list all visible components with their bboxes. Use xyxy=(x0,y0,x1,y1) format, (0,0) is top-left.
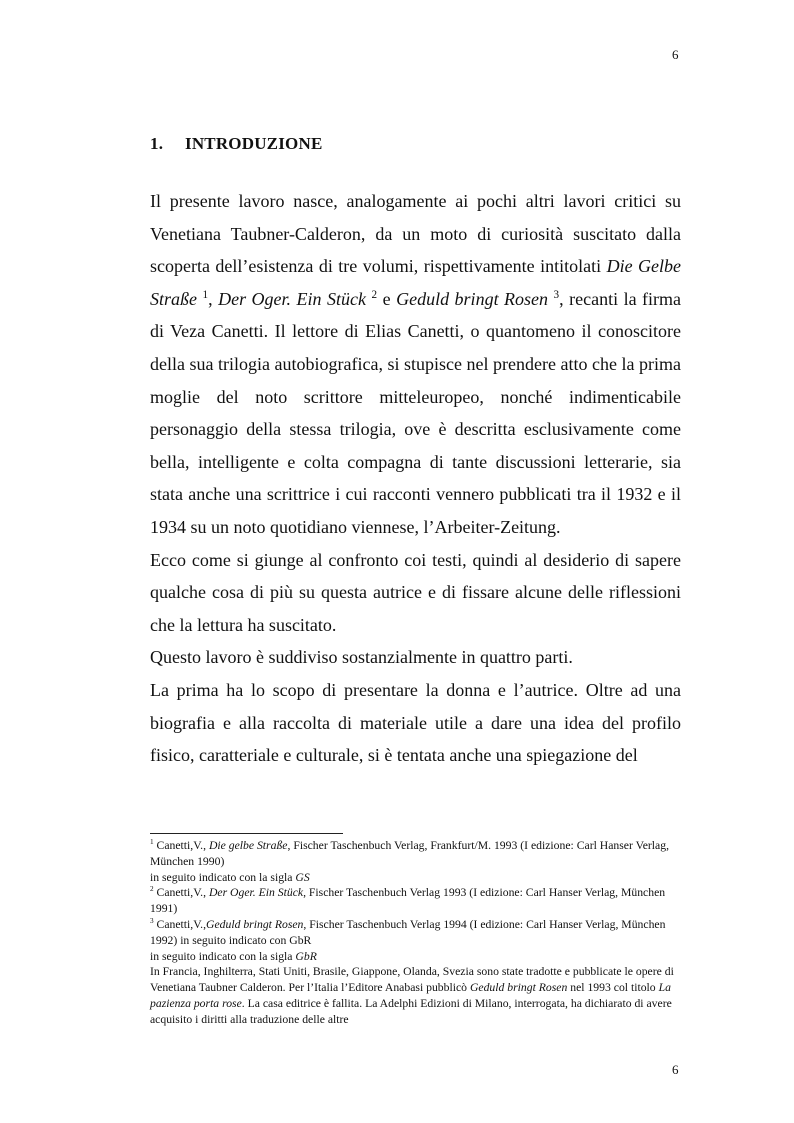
book-title: Der Oger. Ein Stück xyxy=(208,886,304,900)
text-run: In Francia, Inghilterra, Stati Uniti, Brasile, Giappone, Olanda, Svezia sono state tradotte e pubblicate le opere di Venetiana Taubner Calderon. Per l’Italia l’Editore Anabasi pubblicò xyxy=(150,965,674,995)
footnote-2 xyxy=(150,885,685,917)
book-title: Geduld bringt Rosen xyxy=(469,981,568,995)
text-run: e xyxy=(377,288,397,309)
footnote-ref[interactable]: 3 xyxy=(553,288,560,301)
text-run: , Fischer Taschenbuch Verlag, Frankfurt/M. 1993 (I edizione: Carl Hanser Verlag, München 1990) xyxy=(150,839,670,868)
section-title: INTRODUZIONE xyxy=(185,134,323,153)
paragraph-4: La prima ha lo scopo di presentare la donna e l’autrice. Oltre ad una biografia e alla raccolta di materiale utile a dare una idea del profilo fisico, caratteriale e culturale, si è tentata anche una spiegazione del xyxy=(150,679,681,766)
text-run: , xyxy=(208,288,219,309)
footnote-3 xyxy=(150,917,685,1028)
text-run: Canetti,V., xyxy=(153,917,207,931)
paragraph-3: Questo lavoro è suddiviso sostanzialmente in quattro parti. xyxy=(150,647,573,668)
footnote-marker: 3 xyxy=(150,917,154,926)
footnote-ref[interactable]: 1 xyxy=(202,288,209,301)
sigla: GbR xyxy=(295,949,317,963)
text-run: Canetti,V., xyxy=(153,839,209,852)
footnote-ref[interactable]: 2 xyxy=(371,288,378,301)
sigla: GS xyxy=(295,870,310,884)
section-heading xyxy=(150,134,322,154)
body-text xyxy=(150,185,681,772)
book-title: La pazienza porta rose xyxy=(150,981,671,1010)
book-title: Die gelbe Straße xyxy=(208,839,288,852)
text-run: , Fischer Taschenbuch Verlag 1993 (I edizione: Carl Hanser Verlag, München 1991) xyxy=(150,886,666,916)
text-run: in seguito indicato con la sigla xyxy=(150,949,296,963)
text-run: , Fischer Taschenbuch Verlag 1994 (I edizione: Carl Hanser Verlag, München 1992) in seguito indicato con GbR xyxy=(150,917,666,947)
paragraph-2: Ecco come si giunge al confronto coi testi, quindi al desiderio di sapere qualche cosa di più su questa autrice e di fissare alcune delle riflessioni che la lettura ha suscitato. xyxy=(150,549,681,635)
page-number-top: 6 xyxy=(672,47,679,62)
section-number: 1. xyxy=(150,134,164,153)
text-run: , recanti la firma di Veza Canetti. Il lettore di Elias Canetti, o quantomeno il conoscitore della sua trilogia autobiografica, si stupisce nel prendere atto che la prima moglie del noto scrittore mitteleuropeo, nonché indimenticabile personaggio della stessa trilogia, ove è descritta esclusivamente come bella, intelligente e colta compagna di tante discussioni letterarie, sia stata anche una scrittrice i cui racconti vennero pubblicati tra il 1932 e il 1934 su un noto quotidiano viennese, l’Arbeiter-Zeitung. xyxy=(150,288,682,537)
text-run: . La casa editrice è fallita. La Adelphi Edizioni di Milano, interrogata, ha dichiarato di avere acquisito i diritti alla traduzione delle altre xyxy=(150,996,672,1026)
text-run: nel 1993 col titolo xyxy=(567,981,659,995)
book-title: Geduld bringt Rosen xyxy=(206,917,304,931)
footnote-marker: 2 xyxy=(150,885,154,894)
footnotes xyxy=(150,838,685,1028)
footnote-marker: 1 xyxy=(150,838,154,847)
paragraph-intro xyxy=(150,185,681,544)
text-run: Il presente lavoro nasce, analogamente ai pochi altri lavori critici su Venetiana Taubner-Calderon, da un moto di curiosità suscitato dalla scoperta dell’esistenza di tre volumi, rispettivamente intitolati xyxy=(150,191,681,277)
footnote-1 xyxy=(150,838,685,885)
book-title: Die Gelbe Straße xyxy=(150,256,682,309)
text-run: Canetti,V., xyxy=(153,886,209,900)
book-title: Geduld bringt Rosen xyxy=(396,288,549,309)
text-run: in seguito indicato con la sigla xyxy=(150,870,296,884)
page-number-bottom: 6 xyxy=(672,1062,679,1077)
book-title: Der Oger. Ein Stück xyxy=(218,288,367,309)
footnote-separator xyxy=(150,833,343,834)
